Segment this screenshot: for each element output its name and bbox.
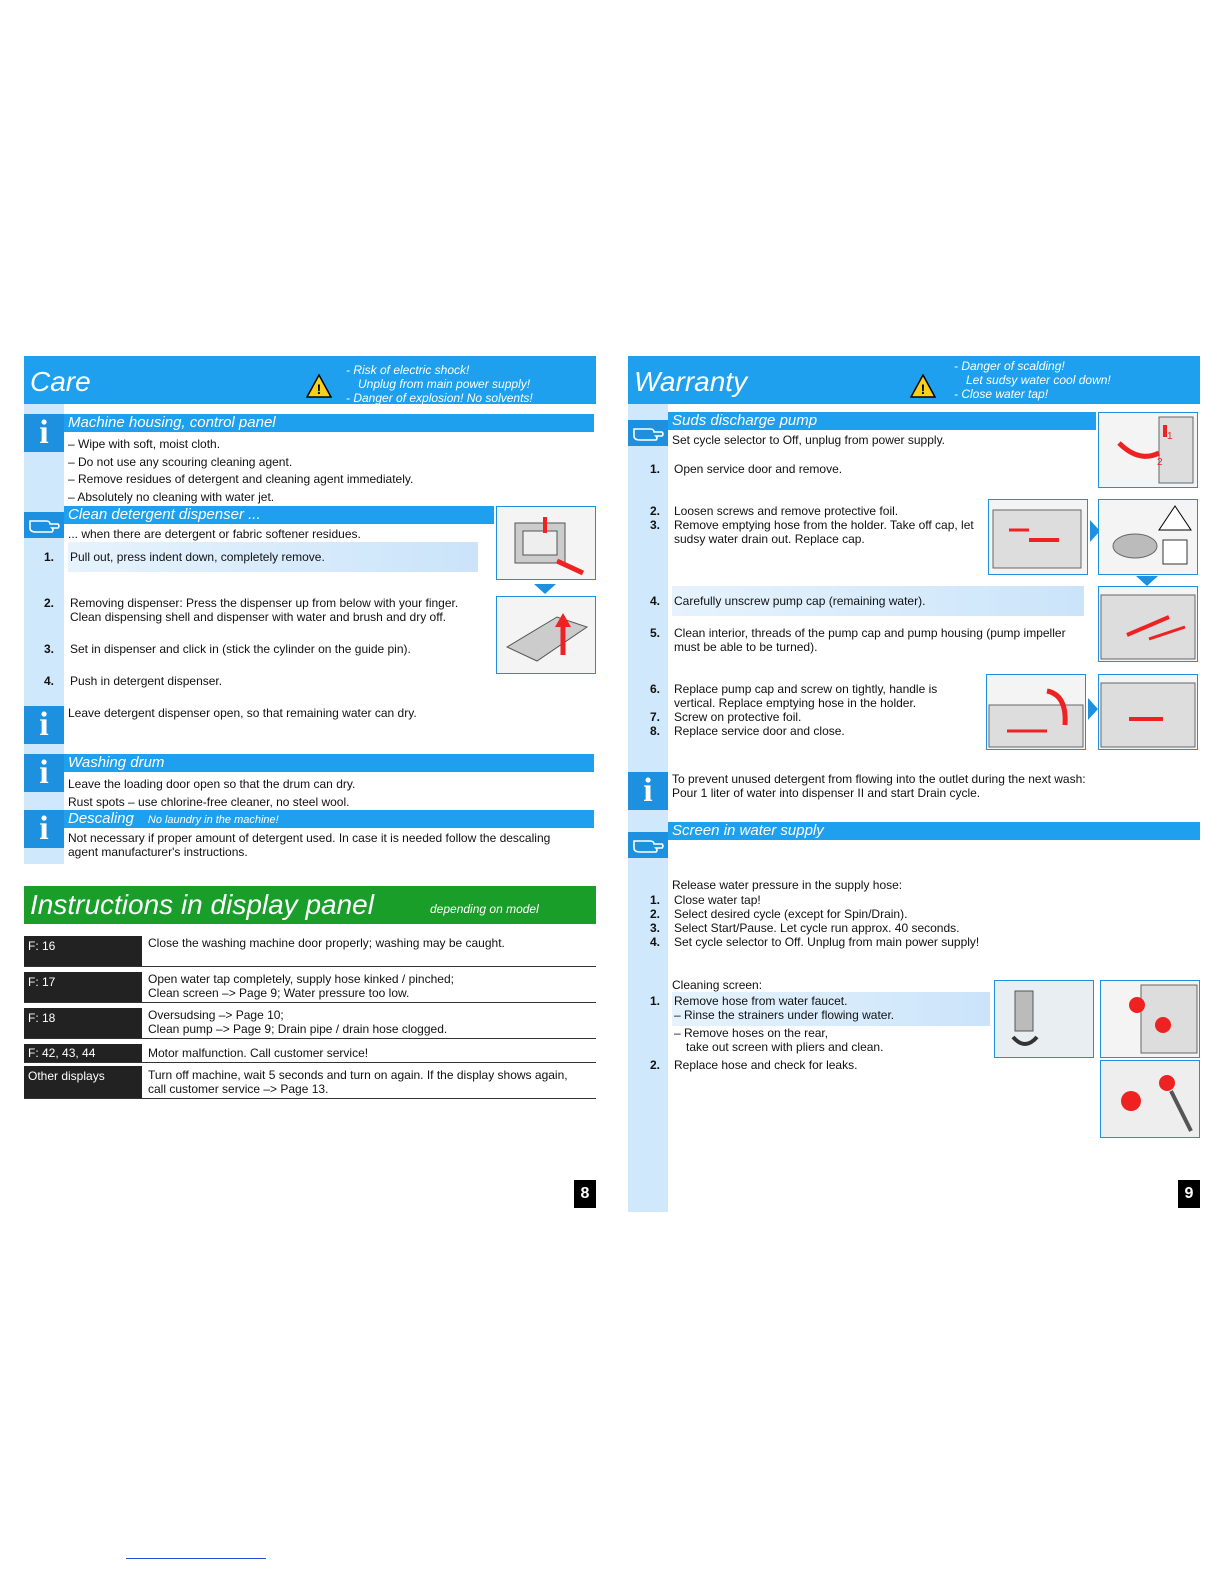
info-icon: i bbox=[24, 810, 64, 848]
warning-text: - Risk of electric shock! Unplug from main power supply! - Danger of explosion! No solvents! bbox=[346, 363, 533, 405]
dispenser-illustration bbox=[496, 506, 596, 580]
page-warranty bbox=[628, 356, 1200, 1212]
housing-list: – Wipe with soft, moist cloth. – Do not use any scouring cleaning agent. – Remove residues of detergent and cleaning agent immediately. – Absolutely no cleaning with water jet. bbox=[68, 437, 414, 504]
pump-cap-illustration bbox=[1098, 586, 1198, 662]
page-number: 9 bbox=[1178, 1180, 1200, 1208]
error-code: Other displays bbox=[24, 1066, 142, 1098]
arrow-right-icon bbox=[1088, 698, 1098, 720]
pump-replace-illustration bbox=[986, 674, 1086, 750]
step-number: 5. bbox=[649, 626, 660, 640]
step-text: Loosen screws and remove protective foil. bbox=[674, 504, 899, 518]
service-door-close-illustration bbox=[1098, 674, 1198, 750]
step-text: take out screen with pliers and clean. bbox=[686, 1040, 884, 1054]
cleaning-heading: Cleaning screen: bbox=[672, 978, 763, 992]
drain-water-illustration bbox=[1098, 499, 1198, 575]
step-number: 1. bbox=[649, 893, 660, 907]
warning-text: - Danger of scalding! Let sudsy water cool down! - Close water tap! bbox=[954, 359, 1111, 401]
step-text: – Remove hoses on the rear, bbox=[674, 1026, 829, 1040]
dispenser-intro: ... when there are detergent or fabric softener residues. bbox=[68, 527, 361, 541]
error-text: Open water tap completely, supply hose kinked / pinched; Clean screen –> Page 9; Water pressure too low. bbox=[148, 972, 454, 1000]
error-code: F: 16 bbox=[24, 936, 142, 966]
care-header bbox=[24, 356, 596, 404]
step-text: Carefully unscrew pump cap (remaining water). bbox=[674, 594, 926, 608]
step-text: Push in detergent dispenser. bbox=[70, 674, 223, 688]
info-note: Leave detergent dispenser open, so that remaining water can dry. bbox=[68, 706, 417, 720]
divider bbox=[24, 1038, 596, 1039]
section-heading: Descaling No laundry in the machine! bbox=[64, 810, 594, 828]
display-subtitle: depending on model bbox=[430, 902, 539, 916]
hand-pointer-icon bbox=[628, 420, 668, 446]
step-number: 2. bbox=[649, 1058, 660, 1072]
svg-text:1: 1 bbox=[1167, 431, 1173, 442]
divider bbox=[24, 966, 596, 967]
info-icon: i bbox=[24, 414, 64, 452]
service-door-illustration bbox=[1098, 412, 1198, 488]
step-number: 8. bbox=[649, 724, 660, 738]
step-text: Open service door and remove. bbox=[674, 462, 843, 476]
svg-text:!: ! bbox=[316, 381, 322, 397]
pump-intro: Set cycle selector to Off, unplug from power supply. bbox=[672, 433, 946, 447]
step-number: 2. bbox=[649, 504, 660, 518]
step-text: Replace service door and close. bbox=[674, 724, 845, 738]
dispenser-illustration bbox=[496, 596, 596, 674]
step-text: Set in dispenser and click in (stick the cylinder on the guide pin). bbox=[70, 642, 411, 656]
page-title: Warranty bbox=[634, 366, 748, 397]
step-number: 4. bbox=[649, 935, 660, 949]
error-text: Motor malfunction. Call customer service! bbox=[148, 1046, 369, 1060]
step-text: Set cycle selector to Off. Unplug from main power supply! bbox=[674, 935, 980, 949]
error-text: Close the washing machine door properly; washing may be caught. bbox=[148, 936, 505, 950]
divider bbox=[24, 1002, 596, 1003]
page-number: 8 bbox=[574, 1180, 596, 1208]
display-header bbox=[24, 886, 596, 924]
step-text: Replace pump cap and screw on tightly, handle is vertical. Replace emptying hose in the holder. bbox=[674, 682, 938, 710]
step-text: Pull out, press indent down, completely remove. bbox=[70, 550, 325, 564]
step-number: 7. bbox=[649, 710, 660, 724]
divider bbox=[24, 1098, 596, 1099]
step-number: 2. bbox=[43, 596, 54, 610]
emptying-hose-illustration bbox=[988, 499, 1088, 575]
hand-pointer-icon bbox=[628, 832, 668, 858]
svg-text:!: ! bbox=[920, 381, 926, 397]
warning-icon bbox=[910, 374, 936, 398]
step-text: Close water tap! bbox=[674, 893, 761, 907]
screen-pliers-illustration bbox=[1100, 1060, 1200, 1138]
warranty-header bbox=[628, 356, 1200, 404]
step-number: 3. bbox=[43, 642, 54, 656]
display-title: Instructions in display panel bbox=[30, 889, 374, 920]
info-icon: i bbox=[24, 754, 64, 792]
error-code: F: 42, 43, 44 bbox=[24, 1044, 142, 1062]
warning-icon bbox=[306, 374, 332, 398]
footer-rule bbox=[126, 1558, 266, 1559]
step-number: 1. bbox=[649, 994, 660, 1008]
side-band bbox=[24, 404, 64, 864]
step-text: Select desired cycle (except for Spin/Drain). bbox=[674, 907, 908, 921]
info-note: To prevent unused detergent from flowing into the outlet during the next wash: Pour 1 liter of water into dispenser II and start Drain cycle. bbox=[672, 772, 1086, 800]
faucet-illustration bbox=[994, 980, 1094, 1058]
step-number: 3. bbox=[649, 921, 660, 935]
step-text: Clean interior, threads of the pump cap and pump housing (pump impeller must be able to be turned). bbox=[674, 626, 1066, 654]
step-number: 1. bbox=[43, 550, 54, 564]
error-code: F: 18 bbox=[24, 1008, 142, 1038]
step-number: 2. bbox=[649, 907, 660, 921]
arrow-down-icon bbox=[1136, 576, 1158, 586]
step-number: 1. bbox=[649, 462, 660, 476]
arrow-down-icon bbox=[534, 584, 556, 594]
step-text: Remove hose from water faucet. bbox=[674, 994, 848, 1008]
step-text: Screw on protective foil. bbox=[674, 710, 802, 724]
step-number: 3. bbox=[649, 518, 660, 532]
error-text: Oversudsing –> Page 10; Clean pump –> Page 9; Drain pipe / drain hose clogged. bbox=[148, 1008, 448, 1036]
section-heading: Screen in water supply bbox=[668, 822, 1200, 840]
page-title: Care bbox=[30, 366, 91, 397]
step-text: Remove emptying hose from the holder. Take off cap, let sudsy water drain out. Replace cap. bbox=[674, 518, 974, 546]
step-text: Replace hose and check for leaks. bbox=[674, 1058, 858, 1072]
page-care bbox=[24, 356, 596, 1212]
error-text: Turn off machine, wait 5 seconds and turn on again. If the display shows again, call customer service –> Page 13. bbox=[148, 1068, 568, 1096]
drum-text: Leave the loading door open so that the drum can dry. Rust spots – use chlorine-free cleaner, no steel wool. bbox=[68, 777, 356, 809]
section-heading: Clean detergent dispenser ... bbox=[64, 506, 494, 524]
step-number: 4. bbox=[649, 594, 660, 608]
divider bbox=[24, 1062, 596, 1063]
section-heading: Machine housing, control panel bbox=[64, 414, 594, 432]
screen-release: Release water pressure in the supply hose: bbox=[672, 878, 903, 892]
info-icon: i bbox=[24, 706, 64, 744]
step-text: – Rinse the strainers under flowing water. bbox=[674, 1008, 895, 1022]
section-heading: Washing drum bbox=[64, 754, 594, 772]
descaling-text: Not necessary if proper amount of detergent used. In case it is needed follow the descaling agent manufacturer's instructions. bbox=[68, 831, 551, 859]
step-number: 6. bbox=[649, 682, 660, 696]
section-heading: Suds discharge pump bbox=[668, 412, 1096, 430]
hose-rear-illustration bbox=[1100, 980, 1200, 1058]
step-text: Removing dispenser: Press the dispenser up from below with your finger. Clean dispensing shell and dispenser with water and brush and dry off. bbox=[70, 596, 459, 624]
error-code: F: 17 bbox=[24, 972, 142, 1002]
hand-pointer-icon bbox=[24, 512, 64, 538]
info-icon: i bbox=[628, 772, 668, 810]
step-number: 4. bbox=[43, 674, 54, 688]
step-text: Select Start/Pause. Let cycle run approx. 40 seconds. bbox=[674, 921, 960, 935]
svg-text:2: 2 bbox=[1157, 457, 1163, 468]
